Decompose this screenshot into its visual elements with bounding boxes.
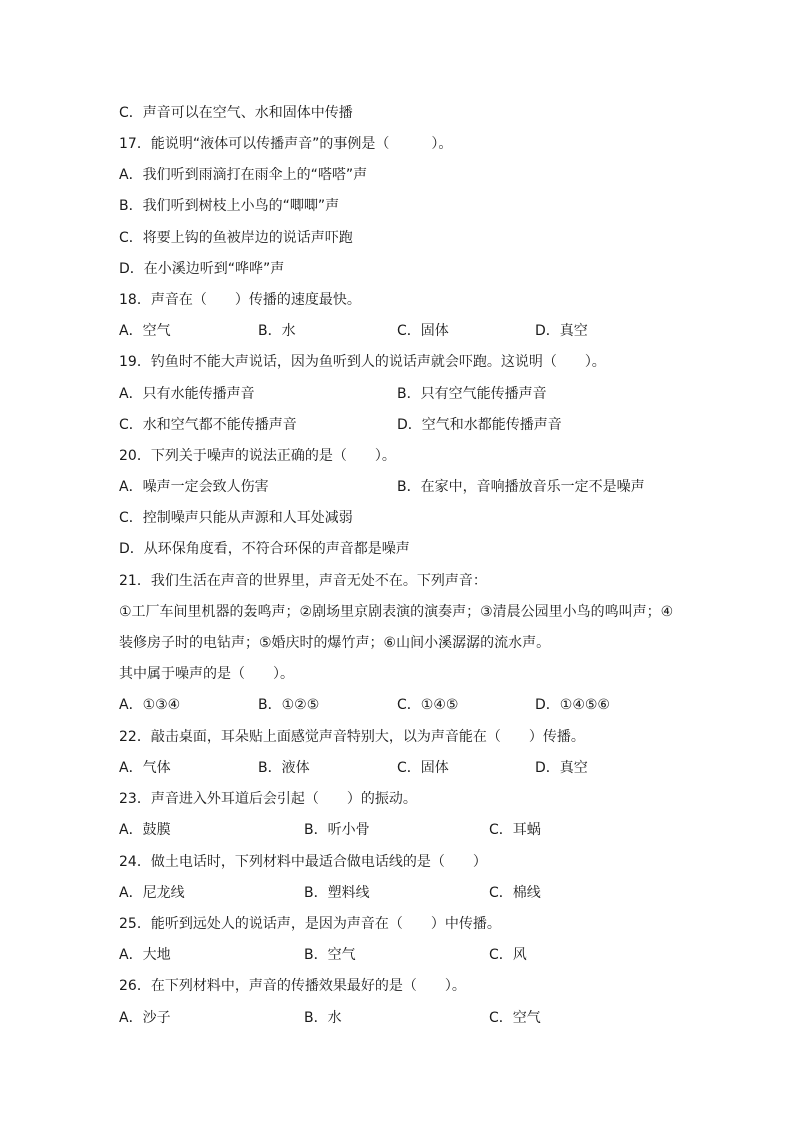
option-d: D．真空 [535, 323, 588, 339]
option-c: C．空气 [489, 1010, 541, 1026]
option-line: C．控制噪声只能从声源和人耳处减弱 [119, 510, 353, 526]
option-a: A．只有水能传播声音 [119, 386, 255, 402]
option-c: C．耳蜗 [489, 822, 541, 838]
option-line: A．我们听到雨滴打在雨伞上的“嗒嗒”声 [119, 167, 368, 183]
option-d: D．①④⑤⑥ [535, 697, 610, 713]
option-line: B．我们听到树枝上小鸟的“唧唧”声 [119, 198, 340, 214]
option-b: B．在家中，音响播放音乐一定不是噪声 [397, 479, 645, 495]
option-b: B．听小骨 [304, 822, 370, 838]
question-22: 22．敲击桌面，耳朵贴上面感觉声音特别大，以为声音能在（ ）传播。 [119, 729, 585, 745]
option-a: A．尼龙线 [119, 885, 185, 901]
question-26: 26．在下列材料中，声音的传播效果最好的是（ ）。 [119, 978, 466, 994]
question-20: 20．下列关于噪声的说法正确的是（ ）。 [119, 448, 396, 464]
question-23: 23．声音进入外耳道后会引起（ ）的振动。 [119, 791, 417, 807]
option-d: D．真空 [535, 760, 588, 776]
question-21-text: 其中属于噪声的是（ ）。 [119, 666, 294, 682]
option-line: D．在小溪边听到“哗哗”声 [119, 261, 285, 277]
option-a: A．气体 [119, 760, 171, 776]
option-a: A．噪声一定会致人伤害 [119, 479, 269, 495]
option-a: A．鼓膜 [119, 822, 171, 838]
option-a: A．沙子 [119, 1010, 171, 1026]
option-c: C．固体 [397, 323, 449, 339]
question-24: 24．做土电话时，下列材料中最适合做电话线的是（ ） [119, 854, 487, 870]
option-b: B．只有空气能传播声音 [397, 386, 547, 402]
option-a: A．①③④ [119, 697, 181, 713]
option-b: B．液体 [258, 760, 310, 776]
option-a: A．空气 [119, 323, 171, 339]
question-18: 18．声音在（ ）传播的速度最快。 [119, 292, 361, 308]
option-b: B．水 [304, 1010, 342, 1026]
question-21-text: ①工厂车间里机器的轰鸣声；②剧场里京剧表演的演奏声；③清晨公园里小鸟的鸣叫声；④ [119, 604, 674, 620]
option-c: C．水和空气都不能传播声音 [119, 417, 297, 433]
option-c: C．棉线 [489, 885, 541, 901]
option-c: C．风 [489, 947, 527, 963]
option-c: C．固体 [397, 760, 449, 776]
option-b: B．空气 [304, 947, 356, 963]
question-19: 19．钓鱼时不能大声说话，因为鱼听到人的说话声就会吓跑。这说明（ ）。 [119, 354, 606, 370]
option-b: B．①②⑤ [258, 697, 320, 713]
option-c: C．①④⑤ [397, 697, 459, 713]
option-d: D．空气和水都能传播声音 [397, 417, 562, 433]
option-line: D．从环保角度看，不符合环保的声音都是噪声 [119, 541, 410, 557]
question-21-text: 装修房子时的电钻声；⑤婚庆时的爆竹声；⑥山间小溪潺潺的流水声。 [119, 635, 551, 651]
option-b: B．塑料线 [304, 885, 370, 901]
question-25: 25．能听到远处人的说话声，是因为声音在（ ）中传播。 [119, 916, 501, 932]
option-a: A．大地 [119, 947, 171, 963]
question-21: 21．我们生活在声音的世界里，声音无处不在。下列声音： [119, 573, 487, 589]
option-line: C．将要上钩的鱼被岸边的说话声吓跑 [119, 230, 353, 246]
question-17: 17．能说明“液体可以传播声音”的事例是（ ）。 [119, 136, 453, 152]
option-line: C．声音可以在空气、水和固体中传播 [119, 105, 353, 121]
option-b: B．水 [258, 323, 296, 339]
